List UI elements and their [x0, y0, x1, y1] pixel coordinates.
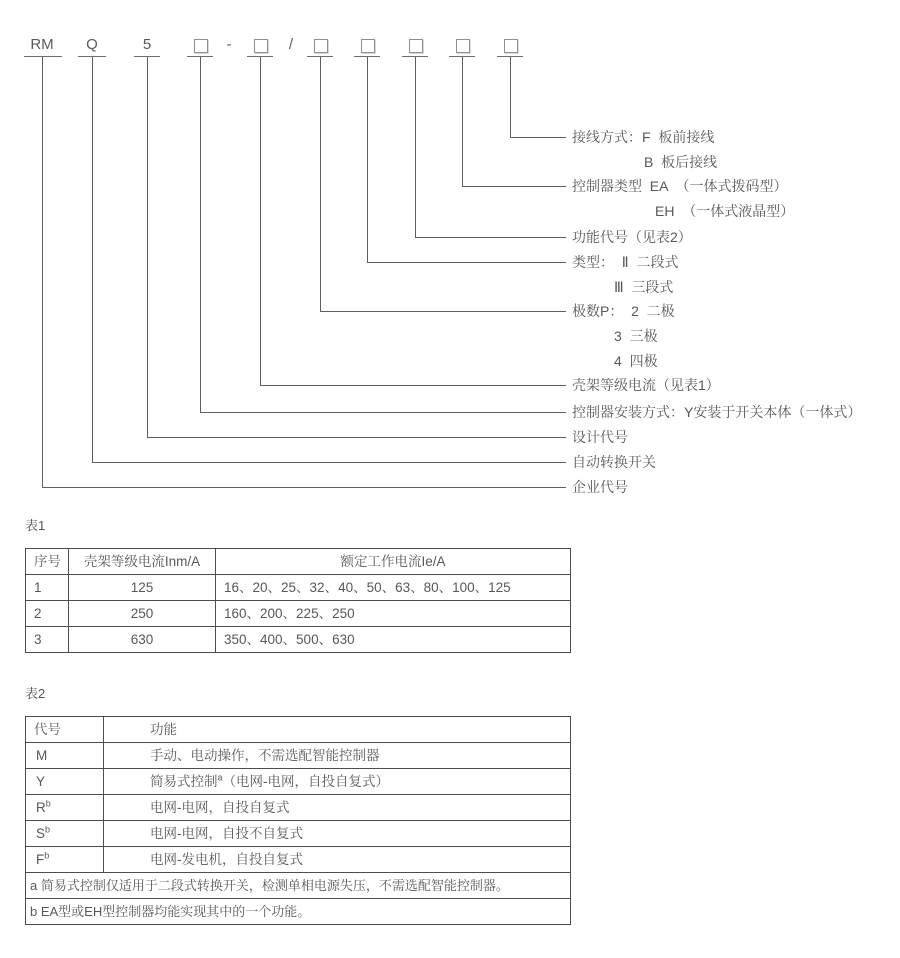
label-wiring-method-2: B 板后接线: [644, 154, 718, 170]
label-type: 类型： Ⅱ 二段式: [572, 254, 679, 270]
table1-header-index: 序号: [26, 549, 69, 575]
cell-rated: 350、400、500、630: [216, 627, 571, 653]
connector-poles: [320, 311, 566, 312]
table2-caption: 表2: [25, 686, 46, 701]
cell-rated: 160、200、225、250: [216, 601, 571, 627]
cell-index: 1: [26, 575, 69, 601]
table1-header-frame: 壳架等级电流Inm/A: [69, 549, 216, 575]
cell-code: $R^b$: [26, 795, 104, 821]
table2-row: [26, 769, 571, 795]
connector-frame-current: [260, 385, 566, 386]
connector-wiring: [510, 137, 566, 138]
table2-row: [26, 743, 571, 769]
code-box-poles: [314, 39, 328, 53]
cell-rated: 16、20、25、32、40、50、63、80、100、125: [216, 575, 571, 601]
connector-frame-current: [260, 57, 261, 385]
table2-function-codes: [25, 716, 571, 925]
code-separator-slash: /: [288, 36, 294, 53]
code-box-type: [361, 39, 375, 53]
code-part-company: RM: [30, 36, 54, 53]
connector-design: [147, 57, 148, 437]
label-wiring-method: 接线方式：F 板前接线: [572, 129, 715, 145]
code-box-function: [409, 39, 423, 53]
connector-type: [367, 262, 566, 263]
cell-func: 电网-发电机，自投自复式: [104, 847, 571, 873]
cell-frame: 250: [69, 601, 216, 627]
connector-company: [42, 487, 566, 488]
cell-func: 电网-电网，自投不自复式: [104, 821, 571, 847]
cell-func: 手动、电动操作，不需选配智能控制器: [104, 743, 571, 769]
code-part-design: 5: [142, 36, 152, 53]
cell-frame: 125: [69, 575, 216, 601]
table1-caption: 表1: [25, 518, 46, 533]
table1-row: [26, 627, 571, 653]
cell-index: 2: [26, 601, 69, 627]
label-type-2: Ⅲ 三段式: [614, 279, 674, 295]
label-poles-3: 4 四极: [614, 353, 658, 369]
code-box-controller-type: [456, 39, 470, 53]
connector-function: [415, 237, 566, 238]
code-separator-dash: -: [226, 36, 232, 53]
connector-company: [42, 57, 43, 487]
table2-header-code: 代号: [26, 717, 104, 743]
underline: [24, 56, 62, 57]
cell-func: 电网-电网，自投自复式: [104, 795, 571, 821]
label-switch-name: 自动转换开关: [572, 454, 656, 470]
connector-wiring: [510, 57, 511, 137]
code-box-mounting: [194, 39, 208, 53]
code-part-category: Q: [86, 36, 98, 53]
cell-index: 3: [26, 627, 69, 653]
table1-header-row: [26, 549, 571, 575]
footnote-b: b EA型或EH型控制器均能实现其中的一个功能。: [26, 899, 571, 925]
table2-header-row: [26, 717, 571, 743]
connector-switch: [92, 462, 566, 463]
label-poles: 极数P： 2 二极: [572, 303, 675, 319]
label-controller-type: 控制器类型 EA （一体式拨码型）: [572, 178, 788, 194]
cell-code: $F^b$: [26, 847, 104, 873]
connector-poles: [320, 57, 321, 311]
table1-header-rated: 额定工作电流Ie/A: [216, 549, 571, 575]
cell-code: M: [26, 743, 104, 769]
connector-switch: [92, 57, 93, 462]
footnote-a: a 简易式控制仅适用于二段式转换开关，检测单相电源失压，不需选配智能控制器。: [26, 873, 571, 899]
connector-design: [147, 437, 566, 438]
cell-func: 简易式控制$^a$（电网-电网，自投自复式）: [104, 769, 571, 795]
connector-mounting: [200, 57, 201, 412]
code-box-frame-current: [254, 39, 268, 53]
cell-code: $S^b$: [26, 821, 104, 847]
label-poles-2: 3 三极: [614, 328, 658, 344]
table1-row: [26, 575, 571, 601]
cell-frame: 630: [69, 627, 216, 653]
label-controller-mounting: 控制器安装方式：Y安装于开关本体（一体式）: [572, 404, 862, 420]
table2-footnote-row: [26, 873, 571, 899]
label-controller-type-2: EH （一体式液晶型）: [655, 203, 795, 219]
table2-row: [26, 821, 571, 847]
table2-row: [26, 847, 571, 873]
connector-controller-type: [462, 57, 463, 186]
connector-type: [367, 57, 368, 262]
table2-header-func: 功能: [104, 717, 571, 743]
label-function-code: 功能代号（见表2）: [572, 229, 692, 245]
table2-row: [26, 795, 571, 821]
cell-code: Y: [26, 769, 104, 795]
table1-frame-currents: [25, 548, 571, 653]
label-design-code: 设计代号: [572, 429, 628, 445]
label-company-code: 企业代号: [572, 479, 628, 495]
connector-mounting: [200, 412, 566, 413]
connector-controller-type: [462, 186, 566, 187]
code-box-wiring: [504, 39, 518, 53]
label-frame-current: 壳架等级电流（见表1）: [572, 377, 720, 393]
table1-row: [26, 601, 571, 627]
connector-function: [415, 57, 416, 237]
table2-footnote-row: [26, 899, 571, 925]
